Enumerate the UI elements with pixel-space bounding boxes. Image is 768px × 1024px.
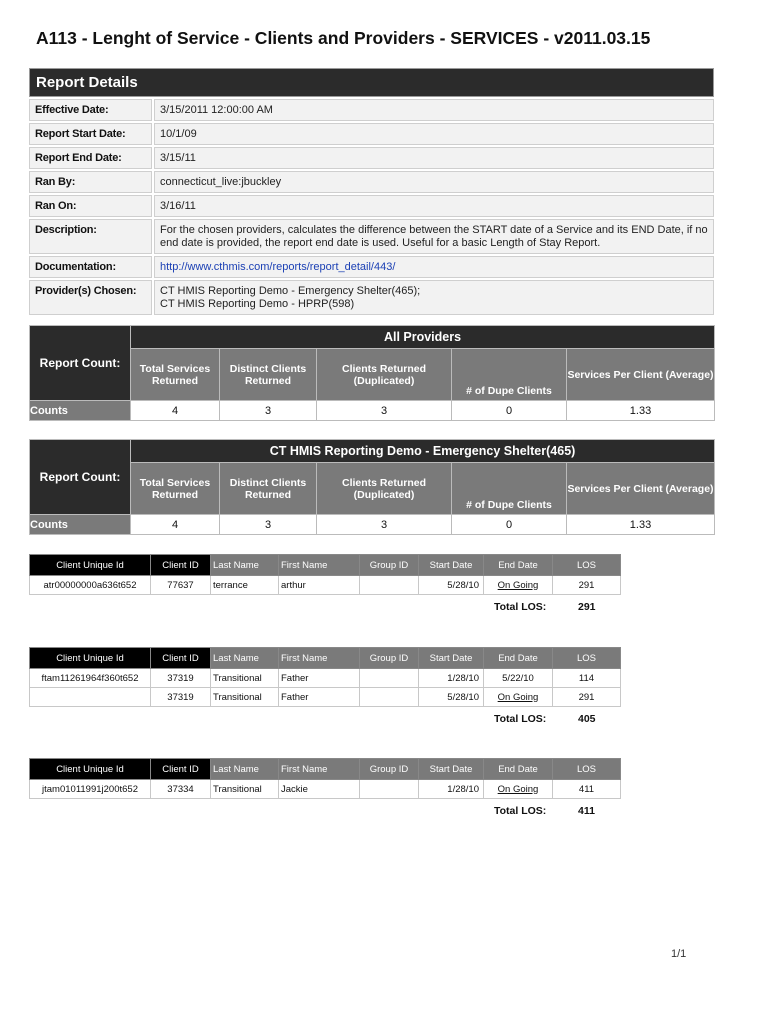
count-cell: 4 [131,515,220,535]
cell-first-name: Jackie [279,780,360,799]
column-header: Distinct Clients Returned [220,349,317,401]
detail-row-effective-date [29,99,714,121]
cell-last-name: Transitional [211,688,279,707]
column-header: Clients Returned (Duplicated) [317,463,452,515]
detail-row-description [29,219,714,254]
detail-label: Description: [29,219,152,254]
report-details [29,68,714,315]
count-cell: 3 [317,515,452,535]
column-header: Group ID [360,648,419,669]
cell-first-name: arthur [279,576,360,595]
count-cell: 0 [452,401,567,421]
detail-value: 3/15/11 [154,147,714,169]
column-header: Total Services Returned [131,463,220,515]
cell-client-id: 37334 [151,780,211,799]
cell-start-date: 1/28/10 [419,780,484,799]
total-los-label: Total LOS: [494,601,547,613]
detail-label: Documentation: [29,256,152,278]
column-header: # of Dupe Clients [452,463,567,515]
summary-group-title: All Providers [131,326,715,349]
detail-label: Report Start Date: [29,123,152,145]
detail-label: Provider(s) Chosen: [29,280,152,315]
summary-table-emergency-shelter [29,439,715,535]
column-header: Group ID [360,555,419,576]
cell-end-date: On Going [484,688,553,707]
total-los-label: Total LOS: [494,805,547,817]
cell-group-id [360,669,419,688]
summary-group-title: CT HMIS Reporting Demo - Emergency Shelter(465) [131,440,715,463]
detail-row-end-date [29,147,714,169]
documentation-link[interactable]: http://www.cthmis.com/reports/report_detail/443/ [154,256,714,278]
detail-row-documentation [29,256,714,278]
cell-first-name: Father [279,688,360,707]
cell-end-date: On Going [484,780,553,799]
detail-row-ran-by [29,171,714,193]
column-header: # of Dupe Clients [452,349,567,401]
detail-row-ran-on [29,195,714,217]
page-number: 1/1 [671,948,687,960]
cell-client-id: 37319 [151,688,211,707]
summary-table-all-providers [29,325,715,421]
detail-value: For the chosen providers, calculates the difference between the START date of a Service and its END Date, if no end date is provided, the report end date is used. Useful for a basic Length of Stay Report. [154,219,714,254]
column-header: LOS [553,555,621,576]
report-title: A113 - Lenght of Service - Clients and Providers - SERVICES - v2011.03.15 [36,28,651,48]
column-header: Client ID [151,759,211,780]
column-header: End Date [484,759,553,780]
cell-unique-id: ftam11261964f360t652 [30,669,151,688]
detail-row-providers [29,280,714,315]
total-los-value: 405 [578,713,596,725]
cell-end-date: On Going [484,576,553,595]
count-cell: 1.33 [567,401,715,421]
cell-first-name: Father [279,669,360,688]
counts-label: Counts [30,515,131,535]
count-cell: 3 [220,515,317,535]
cell-group-id [360,688,419,707]
cell-unique-id: atr00000000a636t652 [30,576,151,595]
column-header: End Date [484,648,553,669]
column-header: Client ID [151,555,211,576]
counts-label: Counts [30,401,131,421]
column-header: LOS [553,648,621,669]
count-cell: 4 [131,401,220,421]
detail-label: Ran On: [29,195,152,217]
cell-start-date: 5/28/10 [419,688,484,707]
column-header: First Name [279,648,360,669]
table-row [30,576,621,595]
cell-los: 291 [553,688,621,707]
detail-value: CT HMIS Reporting Demo - Emergency Shelter(465); CT HMIS Reporting Demo - HPRP(598) [154,280,714,315]
count-cell: 3 [317,401,452,421]
total-los-value: 291 [578,601,596,613]
cell-los: 291 [553,576,621,595]
column-header: Client Unique Id [30,759,151,780]
count-cell: 3 [220,401,317,421]
cell-client-id: 77637 [151,576,211,595]
total-los-label: Total LOS: [494,713,547,725]
column-header: Last Name [211,555,279,576]
detail-value: 3/16/11 [154,195,714,217]
report-count-label: Report Count: [30,326,131,401]
detail-label: Ran By: [29,171,152,193]
detail-row-start-date [29,123,714,145]
cell-last-name: terrance [211,576,279,595]
column-header: First Name [279,759,360,780]
cell-unique-id: jtam01011991j200t652 [30,780,151,799]
column-header: Start Date [419,555,484,576]
detail-value: connecticut_live:jbuckley [154,171,714,193]
cell-unique-id [30,688,151,707]
column-header: Last Name [211,759,279,780]
column-header: Services Per Client (Average) [567,349,715,401]
column-header: Distinct Clients Returned [220,463,317,515]
column-header: LOS [553,759,621,780]
detail-label: Report End Date: [29,147,152,169]
client-table-2 [29,647,621,707]
detail-label: Effective Date: [29,99,152,121]
cell-los: 411 [553,780,621,799]
cell-last-name: Transitional [211,669,279,688]
report-count-label: Report Count: [30,440,131,515]
cell-client-id: 37319 [151,669,211,688]
column-header: Client Unique Id [30,648,151,669]
column-header: Clients Returned (Duplicated) [317,349,452,401]
table-row [30,669,621,688]
total-los-value: 411 [578,805,595,817]
cell-start-date: 5/28/10 [419,576,484,595]
count-cell: 1.33 [567,515,715,535]
column-header: Total Services Returned [131,349,220,401]
cell-group-id [360,780,419,799]
table-row [30,688,621,707]
column-header: Client Unique Id [30,555,151,576]
detail-value: 10/1/09 [154,123,714,145]
column-header: First Name [279,555,360,576]
cell-start-date: 1/28/10 [419,669,484,688]
client-table-1 [29,554,621,595]
column-header: Services Per Client (Average) [567,463,715,515]
column-header: Last Name [211,648,279,669]
cell-last-name: Transitional [211,780,279,799]
column-header: End Date [484,555,553,576]
cell-group-id [360,576,419,595]
column-header: Start Date [419,759,484,780]
detail-value: 3/15/2011 12:00:00 AM [154,99,714,121]
report-details-header: Report Details [29,68,714,97]
column-header: Start Date [419,648,484,669]
cell-los: 114 [553,669,621,688]
client-table-3 [29,758,621,799]
table-row [30,780,621,799]
column-header: Client ID [151,648,211,669]
count-cell: 0 [452,515,567,535]
column-header: Group ID [360,759,419,780]
cell-end-date: 5/22/10 [484,669,553,688]
